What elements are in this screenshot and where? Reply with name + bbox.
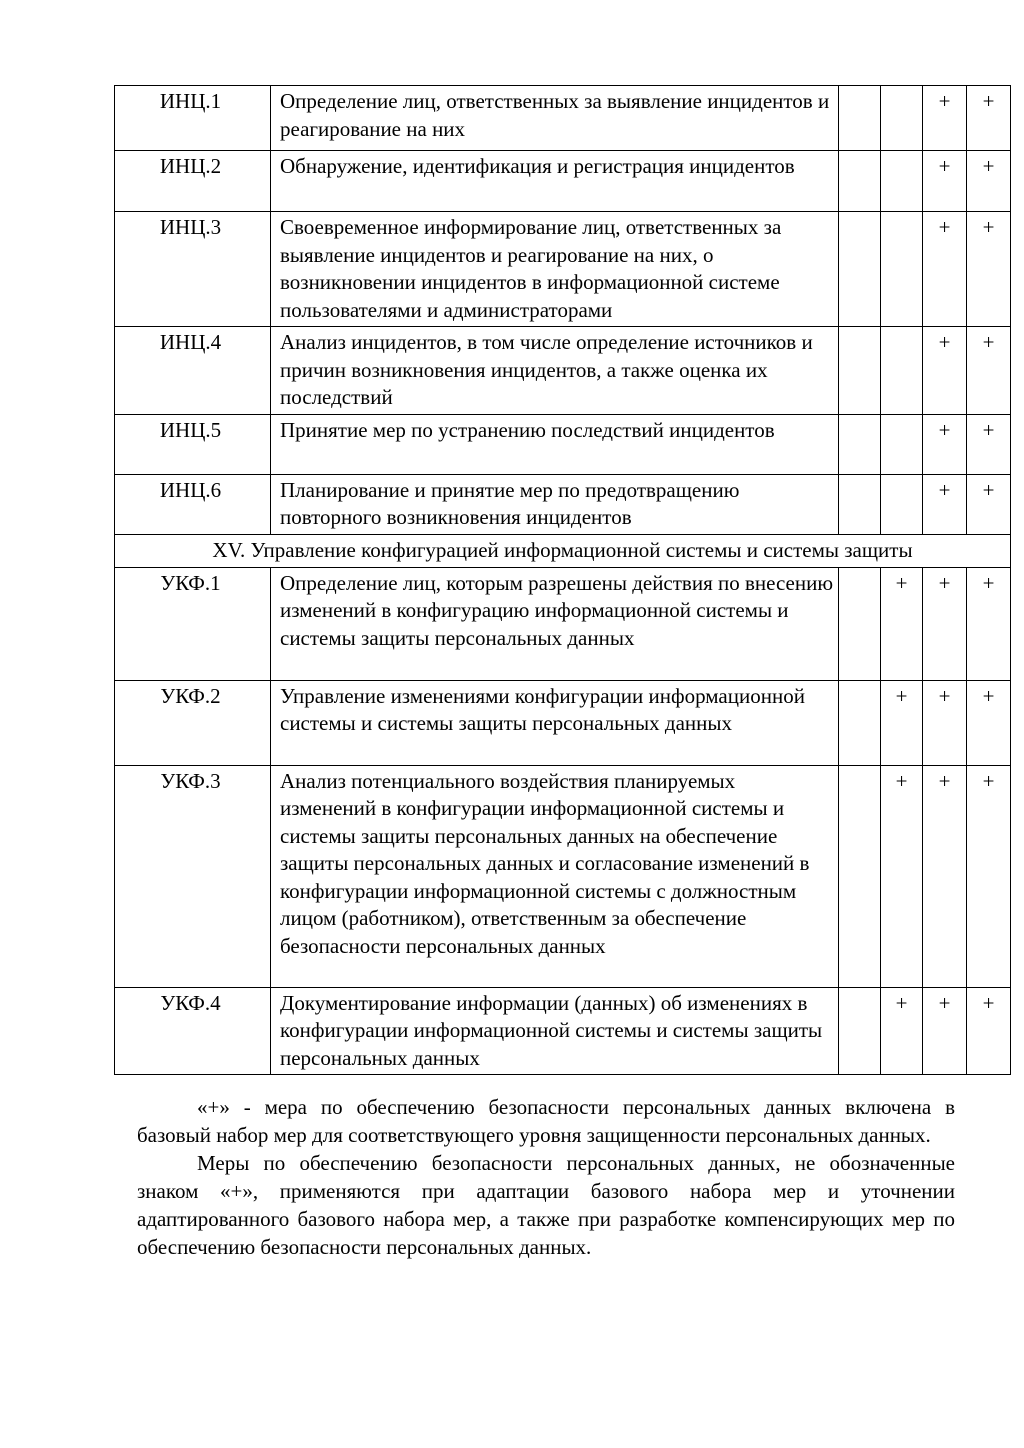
- level-mark: [839, 680, 881, 765]
- table-row: [115, 414, 1011, 474]
- level-mark: [881, 212, 923, 327]
- measure-description: Анализ инцидентов, в том числе определение источников и причин возникновения инцидентов, а также оценка их последствий: [271, 327, 839, 415]
- measure-code: ИНЦ.5: [115, 414, 271, 474]
- measure-code: ИНЦ.3: [115, 212, 271, 327]
- level-mark: +: [881, 567, 923, 680]
- measure-code: ИНЦ.6: [115, 474, 271, 534]
- level-mark: [839, 327, 881, 415]
- level-mark: +: [923, 151, 967, 212]
- level-mark: +: [923, 987, 967, 1075]
- level-mark: +: [923, 414, 967, 474]
- measure-description: Управление изменениями конфигурации информационной системы и системы защиты персональных данных: [271, 680, 839, 765]
- level-mark: +: [923, 474, 967, 534]
- level-mark: +: [923, 86, 967, 151]
- table-row: [115, 474, 1011, 534]
- level-mark: [839, 414, 881, 474]
- level-mark: [839, 987, 881, 1075]
- level-mark: +: [967, 987, 1011, 1075]
- measure-code: ИНЦ.1: [115, 86, 271, 151]
- level-mark: +: [923, 567, 967, 680]
- level-mark: [881, 151, 923, 212]
- adaptation-note: Меры по обеспечению безопасности персональных данных, не обозначенные знаком «+», применяются при адаптации базового набора мер и уточнении адаптированного базового набора мер, а также при разработке компенсирующих мер по обеспечению безопасности персональных данных.: [137, 1151, 955, 1259]
- level-mark: [839, 474, 881, 534]
- level-mark: +: [967, 414, 1011, 474]
- table-row: [115, 86, 1011, 151]
- measure-description: Определение лиц, которым разрешены действия по внесению изменений в конфигурацию информационной системы и системы защиты персональных данных: [271, 567, 839, 680]
- level-mark: [839, 567, 881, 680]
- section-heading: XV. Управление конфигурацией информационной системы и системы защиты: [115, 534, 1011, 567]
- level-mark: [839, 151, 881, 212]
- level-mark: +: [967, 151, 1011, 212]
- level-mark: [839, 212, 881, 327]
- level-mark: [881, 327, 923, 415]
- level-mark: [839, 86, 881, 151]
- measure-description: Обнаружение, идентификация и регистрация инцидентов: [271, 151, 839, 212]
- level-mark: +: [923, 212, 967, 327]
- level-mark: [881, 474, 923, 534]
- level-mark: +: [967, 765, 1011, 987]
- level-mark: +: [967, 212, 1011, 327]
- table-row: [115, 567, 1011, 680]
- measure-description: Принятие мер по устранению последствий инцидентов: [271, 414, 839, 474]
- table-row: [115, 212, 1011, 327]
- measure-code: УКФ.4: [115, 987, 271, 1075]
- level-mark: +: [881, 765, 923, 987]
- table-row: [115, 987, 1011, 1075]
- footnotes: [137, 1093, 955, 1261]
- measure-code: УКФ.2: [115, 680, 271, 765]
- level-mark: +: [967, 474, 1011, 534]
- measure-code: ИНЦ.4: [115, 327, 271, 415]
- level-mark: +: [967, 680, 1011, 765]
- measure-description: Планирование и принятие мер по предотвращению повторного возникновения инцидентов: [271, 474, 839, 534]
- table-row: [115, 680, 1011, 765]
- measures-table: [114, 85, 1011, 1075]
- measure-description: Анализ потенциального воздействия планируемых изменений в конфигурации информационной системы и системы защиты персональных данных на обеспечение защиты персональных данных и согласование изменений в конфигурации информационной системы с должностным лицом (работником), ответственным за обеспечение безопасности персональных данных: [271, 765, 839, 987]
- level-mark: +: [923, 765, 967, 987]
- table-row: [115, 151, 1011, 212]
- measure-code: ИНЦ.2: [115, 151, 271, 212]
- level-mark: [839, 765, 881, 987]
- level-mark: +: [923, 680, 967, 765]
- table-row: [115, 327, 1011, 415]
- level-mark: +: [881, 680, 923, 765]
- measure-description: Документирование информации (данных) об изменениях в конфигурации информационной системы и системы защиты персональных данных: [271, 987, 839, 1075]
- level-mark: +: [923, 327, 967, 415]
- table-row: [115, 765, 1011, 987]
- level-mark: +: [967, 567, 1011, 680]
- measure-code: УКФ.3: [115, 765, 271, 987]
- level-mark: [881, 414, 923, 474]
- legend-note: «+» - мера по обеспечению безопасности персональных данных включена в базовый набор мер для соответствующего уровня защищенности персональных данных.: [137, 1095, 955, 1147]
- measure-description: Определение лиц, ответственных за выявление инцидентов и реагирование на них: [271, 86, 839, 151]
- measure-code: УКФ.1: [115, 567, 271, 680]
- level-mark: +: [967, 327, 1011, 415]
- level-mark: +: [881, 987, 923, 1075]
- level-mark: [881, 86, 923, 151]
- section-row: [115, 534, 1011, 567]
- level-mark: +: [967, 86, 1011, 151]
- measure-description: Своевременное информирование лиц, ответственных за выявление инцидентов и реагирование на них, о возникновении инцидентов в информационной системе пользователями и администраторами: [271, 212, 839, 327]
